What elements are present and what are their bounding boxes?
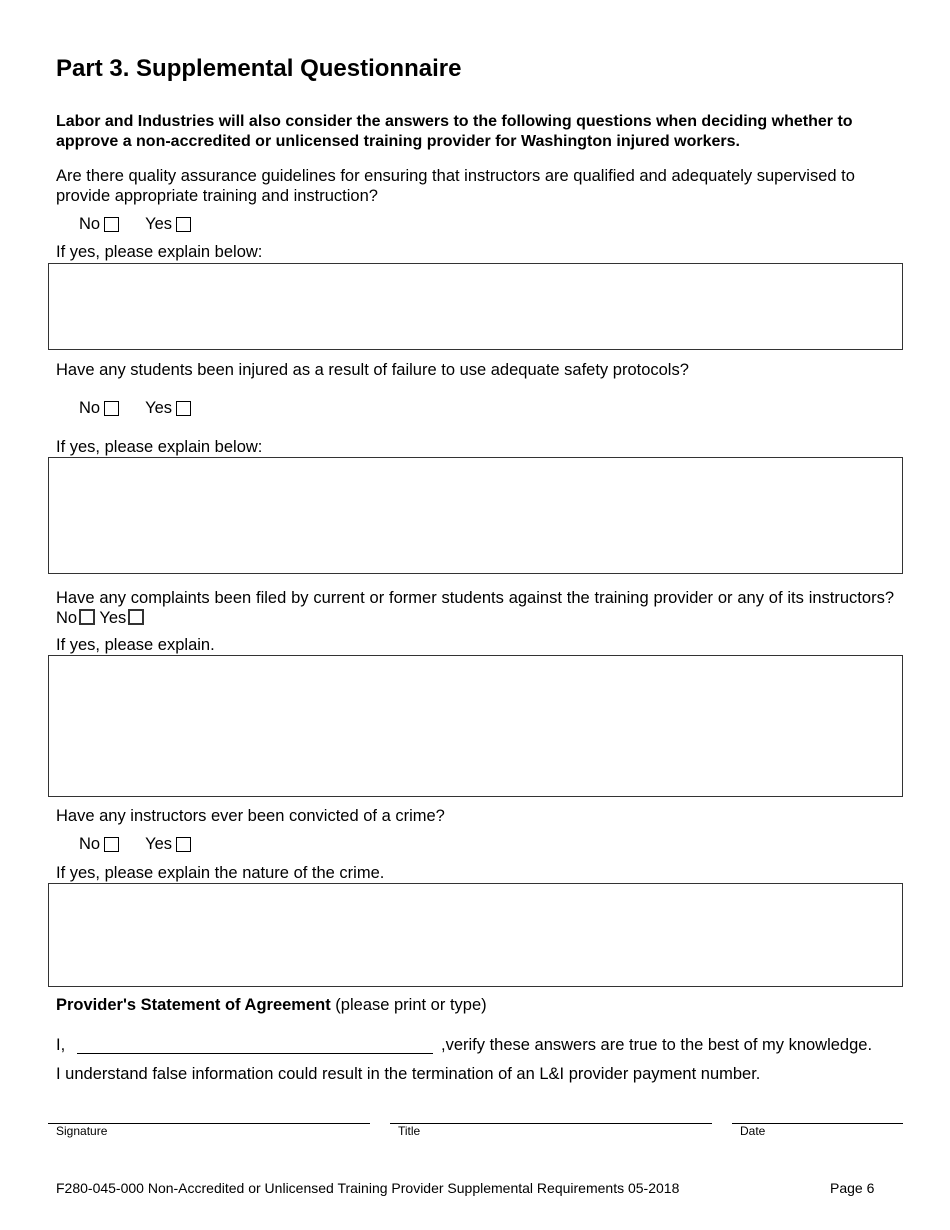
question-2-explain-field[interactable] [48, 457, 903, 574]
question-3-block [56, 588, 894, 628]
yes-label: Yes [99, 609, 127, 627]
no-label: No [79, 835, 101, 853]
intro-text: Labor and Industries will also consider the answers to the following questions when deciding whether to approve a non-accredited or unlicensed training provider for Washington injured workers. [56, 113, 853, 150]
agreement-heading-bold: Provider's Statement of Agreement [56, 996, 331, 1014]
question-2-text: Have any students been injured as a result of failure to use adequate safety protocols? [56, 361, 689, 379]
yes-label: Yes [145, 835, 173, 853]
question-4-options [79, 835, 191, 854]
page-title: Part 3. Supplemental Questionnaire [56, 55, 462, 82]
agreement-heading-rest: (please print or type) [330, 996, 487, 1014]
question-1-yes-checkbox[interactable] [176, 217, 191, 232]
question-1-options [79, 215, 191, 234]
signature-label: Signature [56, 1124, 108, 1138]
question-4-no-checkbox[interactable] [104, 837, 119, 852]
question-3-explain-field[interactable] [48, 655, 903, 797]
i-label: I, [56, 1036, 66, 1054]
page-number: Page 6 [830, 1180, 875, 1196]
question-3-text: Have any complaints been filed by current or former students against the training provider or any of its instructors? [56, 589, 894, 607]
question-1-text: Are there quality assurance guidelines for ensuring that instructors are qualified and adequately supervised to provide appropriate training and instruction? [56, 167, 855, 205]
understand-text: I understand false information could result in the termination of an L&I provider payment number. [56, 1065, 761, 1083]
question-3-explain-label: If yes, please explain. [56, 636, 215, 654]
agreement-heading [56, 995, 487, 1015]
no-label: No [79, 215, 101, 233]
question-2-explain-label: If yes, please explain below: [56, 438, 263, 456]
question-3-yes-checkbox[interactable] [128, 609, 144, 625]
name-field[interactable] [77, 1053, 433, 1054]
title-field[interactable] [390, 1123, 712, 1124]
question-3-no-checkbox[interactable] [79, 609, 95, 625]
date-label: Date [740, 1124, 766, 1138]
question-4-explain-label: If yes, please explain the nature of the crime. [56, 864, 385, 882]
no-label: No [79, 399, 101, 417]
question-4-text: Have any instructors ever been convicted of a crime? [56, 807, 445, 825]
no-label: No [56, 609, 78, 627]
question-1-explain-label: If yes, please explain below: [56, 243, 263, 261]
question-4-explain-field[interactable] [48, 883, 903, 987]
yes-label: Yes [145, 215, 173, 233]
question-1-no-checkbox[interactable] [104, 217, 119, 232]
question-2-options [79, 399, 191, 418]
verify-text: ,verify these answers are true to the best of my knowledge. [441, 1036, 873, 1054]
question-4-yes-checkbox[interactable] [176, 837, 191, 852]
question-1-explain-field[interactable] [48, 263, 903, 350]
form-number: F280-045-000 Non-Accredited or Unlicensed Training Provider Supplemental Requirements 05-2018 [56, 1180, 680, 1196]
question-2-yes-checkbox[interactable] [176, 401, 191, 416]
yes-label: Yes [145, 399, 173, 417]
title-label: Title [398, 1124, 421, 1138]
question-2-no-checkbox[interactable] [104, 401, 119, 416]
